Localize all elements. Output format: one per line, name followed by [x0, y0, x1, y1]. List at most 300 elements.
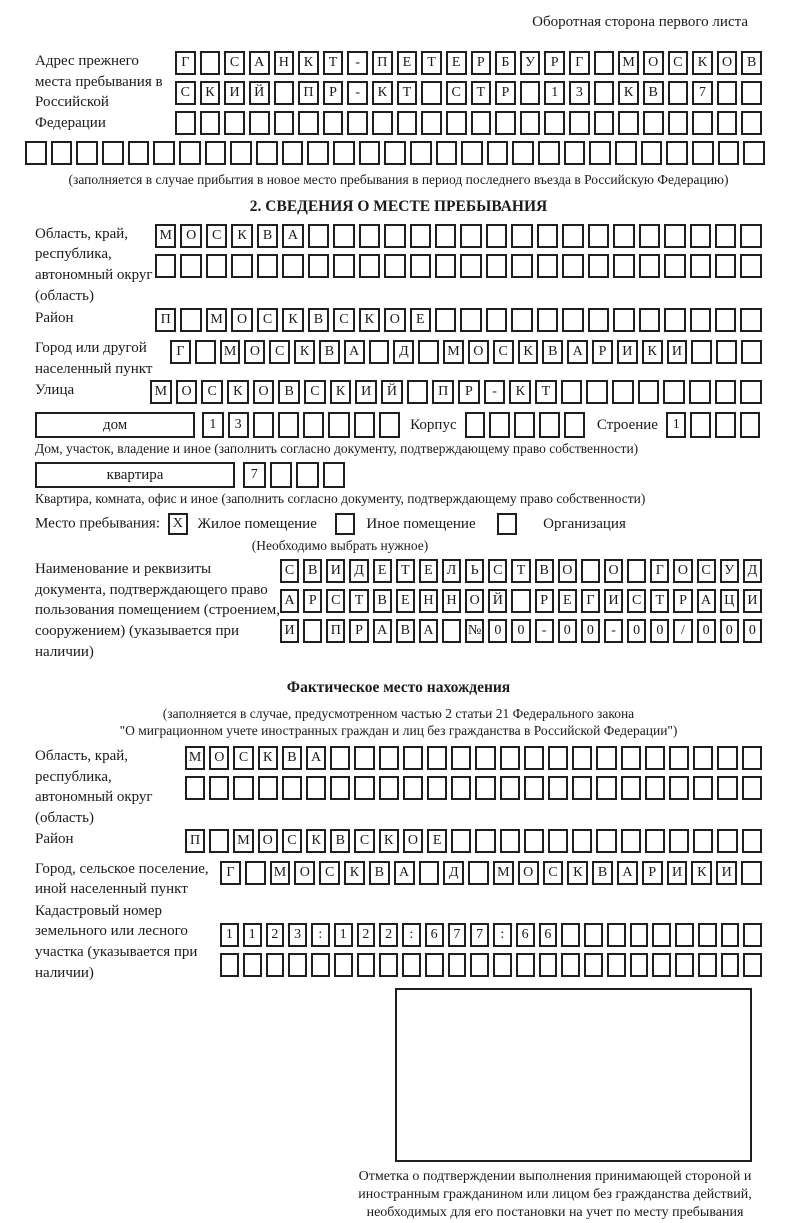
char-box[interactable]: Р [642, 861, 663, 885]
char-box[interactable] [612, 380, 634, 404]
char-box[interactable] [721, 953, 740, 977]
char-box[interactable]: Е [396, 589, 415, 613]
char-box[interactable] [418, 340, 439, 364]
char-box[interactable]: Г [569, 51, 590, 75]
char-box[interactable] [307, 141, 329, 165]
char-box[interactable] [693, 776, 713, 800]
char-box[interactable] [524, 746, 544, 770]
char-box[interactable]: С [206, 224, 227, 248]
char-box[interactable] [666, 141, 688, 165]
char-box[interactable] [588, 308, 609, 332]
char-box[interactable]: Р [592, 340, 613, 364]
char-box[interactable] [717, 81, 738, 105]
char-box[interactable]: К [258, 746, 278, 770]
char-box[interactable]: С [326, 589, 345, 613]
char-box[interactable] [643, 111, 664, 135]
char-box[interactable]: 1 [334, 923, 353, 947]
char-box[interactable] [639, 254, 660, 278]
char-box[interactable]: А [373, 619, 392, 643]
char-box[interactable]: Г [650, 559, 669, 583]
char-box[interactable] [742, 746, 762, 770]
char-box[interactable]: К [200, 81, 221, 105]
char-box[interactable]: 3 [228, 412, 249, 438]
char-box[interactable]: С [627, 589, 646, 613]
char-box[interactable]: Р [349, 619, 368, 643]
char-box[interactable]: К [298, 51, 319, 75]
char-box[interactable]: 1 [202, 412, 223, 438]
char-box[interactable]: К [344, 861, 365, 885]
char-box[interactable]: А [282, 224, 303, 248]
house-type-field[interactable]: дом [35, 412, 195, 438]
char-box[interactable] [128, 141, 150, 165]
char-box[interactable]: Н [419, 589, 438, 613]
char-box[interactable] [308, 224, 329, 248]
char-box[interactable] [524, 829, 544, 853]
char-box[interactable] [618, 111, 639, 135]
char-box[interactable]: В [303, 559, 322, 583]
char-box[interactable] [465, 412, 486, 438]
char-box[interactable] [613, 254, 634, 278]
char-box[interactable] [715, 412, 736, 438]
char-box[interactable] [743, 953, 762, 977]
char-box[interactable]: И [224, 81, 245, 105]
char-box[interactable]: И [743, 589, 762, 613]
char-box[interactable] [664, 224, 685, 248]
char-box[interactable] [347, 111, 368, 135]
char-box[interactable]: С [333, 308, 354, 332]
char-box[interactable]: О [673, 559, 692, 583]
organization-checkbox[interactable] [497, 513, 517, 535]
char-box[interactable] [715, 380, 737, 404]
char-box[interactable]: Г [175, 51, 196, 75]
char-box[interactable] [451, 829, 471, 853]
char-box[interactable]: С [319, 861, 340, 885]
char-box[interactable] [588, 224, 609, 248]
char-box[interactable] [303, 619, 322, 643]
char-box[interactable]: 7 [243, 462, 266, 488]
char-box[interactable]: - [604, 619, 623, 643]
char-box[interactable] [384, 224, 405, 248]
char-box[interactable]: О [180, 224, 201, 248]
char-box[interactable] [718, 141, 740, 165]
char-box[interactable]: В [373, 589, 392, 613]
char-box[interactable]: Е [446, 51, 467, 75]
char-box[interactable] [209, 829, 229, 853]
char-box[interactable] [175, 111, 196, 135]
char-box[interactable] [512, 141, 534, 165]
char-box[interactable]: К [372, 81, 393, 105]
char-box[interactable] [421, 111, 442, 135]
char-box[interactable] [195, 340, 216, 364]
char-box[interactable]: К [282, 308, 303, 332]
char-box[interactable] [691, 340, 712, 364]
char-box[interactable]: В [278, 380, 300, 404]
char-box[interactable]: Т [511, 559, 530, 583]
char-box[interactable] [306, 776, 326, 800]
char-box[interactable] [231, 254, 252, 278]
char-box[interactable]: И [667, 340, 688, 364]
char-box[interactable] [205, 141, 227, 165]
char-box[interactable]: М [233, 829, 253, 853]
char-box[interactable]: Т [650, 589, 669, 613]
char-box[interactable] [689, 380, 711, 404]
char-box[interactable] [564, 141, 586, 165]
char-box[interactable]: М [270, 861, 291, 885]
char-box[interactable] [311, 953, 330, 977]
char-box[interactable] [274, 111, 295, 135]
char-box[interactable]: Р [458, 380, 480, 404]
char-box[interactable]: П [185, 829, 205, 853]
char-box[interactable] [155, 254, 176, 278]
char-box[interactable]: Н [442, 589, 461, 613]
char-box[interactable] [435, 254, 456, 278]
char-box[interactable] [572, 776, 592, 800]
char-box[interactable] [102, 141, 124, 165]
char-box[interactable] [596, 776, 616, 800]
char-box[interactable] [486, 224, 507, 248]
char-box[interactable] [471, 111, 492, 135]
char-box[interactable] [333, 254, 354, 278]
char-box[interactable] [717, 746, 737, 770]
char-box[interactable] [520, 111, 541, 135]
char-box[interactable]: О [244, 340, 265, 364]
char-box[interactable] [562, 254, 583, 278]
char-box[interactable]: К [379, 829, 399, 853]
char-box[interactable]: А [567, 340, 588, 364]
char-box[interactable] [740, 254, 761, 278]
char-box[interactable] [537, 254, 558, 278]
char-box[interactable]: Т [397, 81, 418, 105]
char-box[interactable]: 3 [288, 923, 307, 947]
char-box[interactable] [179, 141, 201, 165]
char-box[interactable]: О [717, 51, 738, 75]
char-box[interactable]: К [692, 51, 713, 75]
char-box[interactable]: - [347, 51, 368, 75]
char-box[interactable]: Б [495, 51, 516, 75]
char-box[interactable]: В [542, 340, 563, 364]
char-box[interactable] [282, 776, 302, 800]
char-box[interactable] [475, 746, 495, 770]
char-box[interactable]: С [543, 861, 564, 885]
char-box[interactable] [200, 111, 221, 135]
char-box[interactable] [516, 953, 535, 977]
char-box[interactable]: 1 [243, 923, 262, 947]
char-box[interactable] [403, 776, 423, 800]
char-box[interactable] [539, 412, 560, 438]
char-box[interactable] [278, 412, 299, 438]
char-box[interactable] [354, 412, 375, 438]
char-box[interactable]: 0 [511, 619, 530, 643]
char-box[interactable] [460, 308, 481, 332]
char-box[interactable] [76, 141, 98, 165]
char-box[interactable] [668, 111, 689, 135]
char-box[interactable] [435, 224, 456, 248]
char-box[interactable] [692, 141, 714, 165]
char-box[interactable] [607, 923, 626, 947]
char-box[interactable] [185, 776, 205, 800]
char-box[interactable] [520, 81, 541, 105]
char-box[interactable] [511, 254, 532, 278]
char-box[interactable]: М [155, 224, 176, 248]
char-box[interactable] [421, 81, 442, 105]
char-box[interactable]: В [308, 308, 329, 332]
char-box[interactable] [200, 51, 221, 75]
char-box[interactable]: М [150, 380, 172, 404]
char-box[interactable] [470, 953, 489, 977]
char-box[interactable] [384, 254, 405, 278]
char-box[interactable] [584, 923, 603, 947]
char-box[interactable] [475, 776, 495, 800]
char-box[interactable] [638, 380, 660, 404]
char-box[interactable] [538, 141, 560, 165]
char-box[interactable]: Р [673, 589, 692, 613]
char-box[interactable]: К [231, 224, 252, 248]
char-box[interactable] [698, 923, 717, 947]
char-box[interactable] [627, 559, 646, 583]
char-box[interactable] [487, 141, 509, 165]
char-box[interactable] [511, 224, 532, 248]
char-box[interactable]: С [269, 340, 290, 364]
char-box[interactable] [564, 412, 585, 438]
char-box[interactable]: Т [535, 380, 557, 404]
char-box[interactable] [664, 308, 685, 332]
char-box[interactable] [613, 224, 634, 248]
char-box[interactable]: Т [471, 81, 492, 105]
char-box[interactable] [740, 412, 761, 438]
char-box[interactable] [461, 141, 483, 165]
char-box[interactable] [330, 776, 350, 800]
char-box[interactable]: 0 [627, 619, 646, 643]
char-box[interactable]: И [667, 861, 688, 885]
char-box[interactable]: О [465, 589, 484, 613]
char-box[interactable]: О [604, 559, 623, 583]
char-box[interactable]: В [535, 559, 554, 583]
char-box[interactable] [372, 111, 393, 135]
char-box[interactable] [333, 141, 355, 165]
char-box[interactable]: 0 [720, 619, 739, 643]
char-box[interactable] [274, 81, 295, 105]
char-box[interactable] [500, 829, 520, 853]
char-box[interactable] [524, 776, 544, 800]
char-box[interactable] [717, 776, 737, 800]
char-box[interactable]: М [206, 308, 227, 332]
char-box[interactable] [693, 829, 713, 853]
char-box[interactable] [224, 111, 245, 135]
char-box[interactable]: 7 [448, 923, 467, 947]
other-premises-checkbox[interactable] [335, 513, 355, 535]
char-box[interactable]: № [465, 619, 484, 643]
char-box[interactable]: Е [410, 308, 431, 332]
char-box[interactable] [419, 861, 440, 885]
char-box[interactable] [630, 923, 649, 947]
char-box[interactable]: Н [274, 51, 295, 75]
char-box[interactable] [741, 340, 762, 364]
char-box[interactable] [397, 111, 418, 135]
char-box[interactable]: С [257, 308, 278, 332]
char-box[interactable]: В [369, 861, 390, 885]
char-box[interactable]: О [231, 308, 252, 332]
char-box[interactable]: К [294, 340, 315, 364]
char-box[interactable]: М [220, 340, 241, 364]
char-box[interactable] [615, 141, 637, 165]
char-box[interactable]: В [592, 861, 613, 885]
char-box[interactable]: К [227, 380, 249, 404]
char-box[interactable] [544, 111, 565, 135]
char-box[interactable]: К [306, 829, 326, 853]
char-box[interactable] [641, 141, 663, 165]
char-box[interactable]: 6 [539, 923, 558, 947]
char-box[interactable] [741, 111, 762, 135]
char-box[interactable]: 1 [220, 923, 239, 947]
char-box[interactable]: О [468, 340, 489, 364]
char-box[interactable] [206, 254, 227, 278]
char-box[interactable] [436, 141, 458, 165]
char-box[interactable] [500, 776, 520, 800]
char-box[interactable] [249, 111, 270, 135]
char-box[interactable] [25, 141, 47, 165]
char-box[interactable]: Ь [465, 559, 484, 583]
char-box[interactable] [548, 829, 568, 853]
char-box[interactable] [668, 81, 689, 105]
apartment-type-field[interactable]: квартира [35, 462, 235, 488]
char-box[interactable] [354, 746, 374, 770]
char-box[interactable]: С [282, 829, 302, 853]
char-box[interactable] [743, 923, 762, 947]
char-box[interactable]: М [443, 340, 464, 364]
char-box[interactable]: О [176, 380, 198, 404]
char-box[interactable] [323, 462, 346, 488]
char-box[interactable]: 0 [488, 619, 507, 643]
char-box[interactable] [500, 746, 520, 770]
char-box[interactable] [663, 380, 685, 404]
char-box[interactable]: М [618, 51, 639, 75]
char-box[interactable] [539, 953, 558, 977]
char-box[interactable]: Д [443, 861, 464, 885]
char-box[interactable]: 2 [379, 923, 398, 947]
char-box[interactable] [589, 141, 611, 165]
char-box[interactable] [664, 254, 685, 278]
char-box[interactable] [716, 340, 737, 364]
char-box[interactable] [230, 141, 252, 165]
char-box[interactable] [621, 776, 641, 800]
char-box[interactable] [257, 254, 278, 278]
char-box[interactable] [613, 308, 634, 332]
char-box[interactable] [243, 953, 262, 977]
char-box[interactable]: / [673, 619, 692, 643]
char-box[interactable]: 2 [357, 923, 376, 947]
char-box[interactable] [180, 308, 201, 332]
char-box[interactable] [379, 953, 398, 977]
char-box[interactable]: А [249, 51, 270, 75]
char-box[interactable] [743, 141, 765, 165]
char-box[interactable] [495, 111, 516, 135]
char-box[interactable]: 1 [666, 412, 687, 438]
char-box[interactable] [435, 308, 456, 332]
char-box[interactable]: К [691, 861, 712, 885]
char-box[interactable] [266, 953, 285, 977]
char-box[interactable]: О [294, 861, 315, 885]
char-box[interactable]: Е [419, 559, 438, 583]
char-box[interactable]: А [280, 589, 299, 613]
char-box[interactable]: : [402, 923, 421, 947]
char-box[interactable] [594, 81, 615, 105]
char-box[interactable] [741, 81, 762, 105]
char-box[interactable]: К [567, 861, 588, 885]
char-box[interactable]: С [233, 746, 253, 770]
char-box[interactable]: С [446, 81, 467, 105]
char-box[interactable]: Т [323, 51, 344, 75]
char-box[interactable]: П [298, 81, 319, 105]
char-box[interactable] [630, 953, 649, 977]
char-box[interactable]: 7 [692, 81, 713, 105]
char-box[interactable]: В [330, 829, 350, 853]
char-box[interactable]: С [224, 51, 245, 75]
char-box[interactable] [180, 254, 201, 278]
char-box[interactable] [669, 829, 689, 853]
char-box[interactable]: В [396, 619, 415, 643]
char-box[interactable] [330, 746, 350, 770]
char-box[interactable]: 0 [650, 619, 669, 643]
char-box[interactable] [451, 746, 471, 770]
char-box[interactable] [359, 141, 381, 165]
char-box[interactable] [621, 746, 641, 770]
char-box[interactable] [427, 746, 447, 770]
char-box[interactable]: К [618, 81, 639, 105]
char-box[interactable] [562, 224, 583, 248]
char-box[interactable] [357, 953, 376, 977]
char-box[interactable] [572, 746, 592, 770]
char-box[interactable]: Й [249, 81, 270, 105]
char-box[interactable] [410, 254, 431, 278]
char-box[interactable] [51, 141, 73, 165]
char-box[interactable] [717, 111, 738, 135]
char-box[interactable] [460, 254, 481, 278]
char-box[interactable]: С [304, 380, 326, 404]
char-box[interactable] [303, 412, 324, 438]
char-box[interactable]: - [484, 380, 506, 404]
char-box[interactable] [468, 861, 489, 885]
char-box[interactable] [741, 861, 762, 885]
char-box[interactable]: 7 [470, 923, 489, 947]
char-box[interactable] [446, 111, 467, 135]
char-box[interactable]: П [432, 380, 454, 404]
char-box[interactable]: Г [220, 861, 241, 885]
char-box[interactable]: Е [558, 589, 577, 613]
char-box[interactable]: Т [396, 559, 415, 583]
char-box[interactable]: 6 [425, 923, 444, 947]
char-box[interactable]: Й [488, 589, 507, 613]
char-box[interactable] [639, 308, 660, 332]
char-box[interactable] [511, 308, 532, 332]
char-box[interactable] [489, 412, 510, 438]
char-box[interactable]: К [509, 380, 531, 404]
char-box[interactable] [511, 589, 530, 613]
char-box[interactable] [425, 953, 444, 977]
char-box[interactable] [384, 141, 406, 165]
char-box[interactable]: Р [544, 51, 565, 75]
char-box[interactable] [333, 224, 354, 248]
char-box[interactable] [486, 254, 507, 278]
char-box[interactable] [253, 412, 274, 438]
char-box[interactable] [721, 923, 740, 947]
char-box[interactable] [233, 776, 253, 800]
char-box[interactable] [645, 776, 665, 800]
char-box[interactable]: - [535, 619, 554, 643]
char-box[interactable] [282, 254, 303, 278]
char-box[interactable] [692, 111, 713, 135]
char-box[interactable]: Р [471, 51, 492, 75]
char-box[interactable]: О [209, 746, 229, 770]
